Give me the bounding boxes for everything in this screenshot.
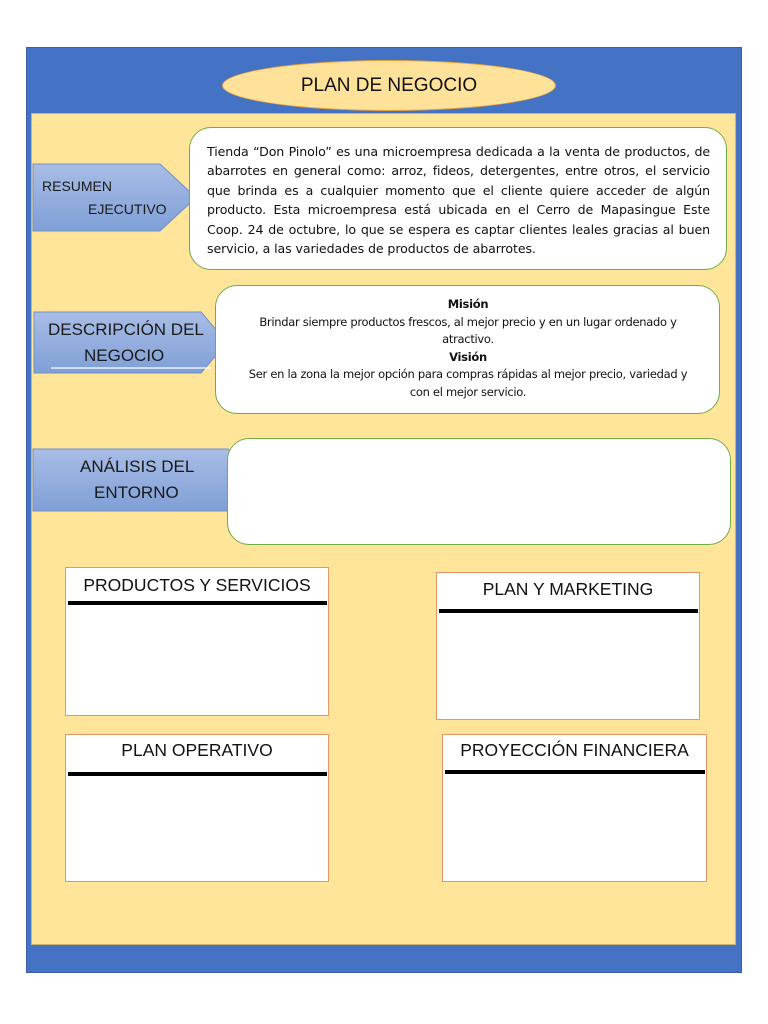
title-underline [68, 601, 327, 605]
descripcion-label-line2: NEGOCIO [84, 346, 165, 365]
resumen-label-line2: EJECUTIVO [88, 201, 167, 217]
resumen-text: Tienda “Don Pinolo” es una microempresa dedicada a la venta de productos, de abarrotes en general como: arroz, fideos, detergentes, entre otros, el servicio que brinda es a cualquier momento que el cliente quiere acceder de algún producto. Esta microempresa está ubicada en el Cerro de Mapasingue Este Coop. 24 de octubre, lo que se espera es captar clientes leales gracias al buen servicio, a las variedades de productos de abarrotes. [207, 144, 710, 257]
financiera-title: PROYECCIÓN FINANCIERA [460, 740, 689, 760]
title-underline [439, 609, 698, 613]
page-title: PLAN DE NEGOCIO [222, 60, 556, 111]
resumen-arrow [32, 163, 198, 232]
descripcion-text [232, 296, 704, 402]
productos-title: PRODUCTOS Y SERVICIOS [83, 575, 311, 595]
title-underline [68, 772, 327, 776]
marketing-card [436, 572, 700, 720]
title-underline [445, 770, 705, 774]
resumen-label-line1: RESUMEN [42, 178, 113, 194]
operativo-card [65, 734, 329, 882]
analisis-label-line1: ANÁLISIS DEL [80, 457, 195, 476]
operativo-title: PLAN OPERATIVO [121, 740, 273, 760]
mision-title: Misión [447, 297, 489, 311]
productos-card [65, 567, 329, 716]
descripcion-arrow [33, 311, 229, 374]
descripcion-label-line1: DESCRIPCIÓN DEL [48, 320, 204, 339]
analisis-arrow [32, 448, 258, 512]
financiera-card [442, 734, 707, 882]
arrow-shape [32, 163, 198, 232]
mision-text: Brindar siempre productos frescos, al mejor precio y en un lugar ordenado y atractivo. [259, 314, 677, 347]
analisis-label-line2: ENTORNO [94, 483, 179, 502]
vision-title: Visión [449, 349, 487, 364]
vision-text: Ser en la zona la mejor opción para compras rápidas al mejor precio, variedad y con el mejor servicio. [248, 367, 688, 399]
marketing-title: PLAN Y MARKETING [482, 579, 654, 599]
analisis-box [227, 438, 731, 545]
